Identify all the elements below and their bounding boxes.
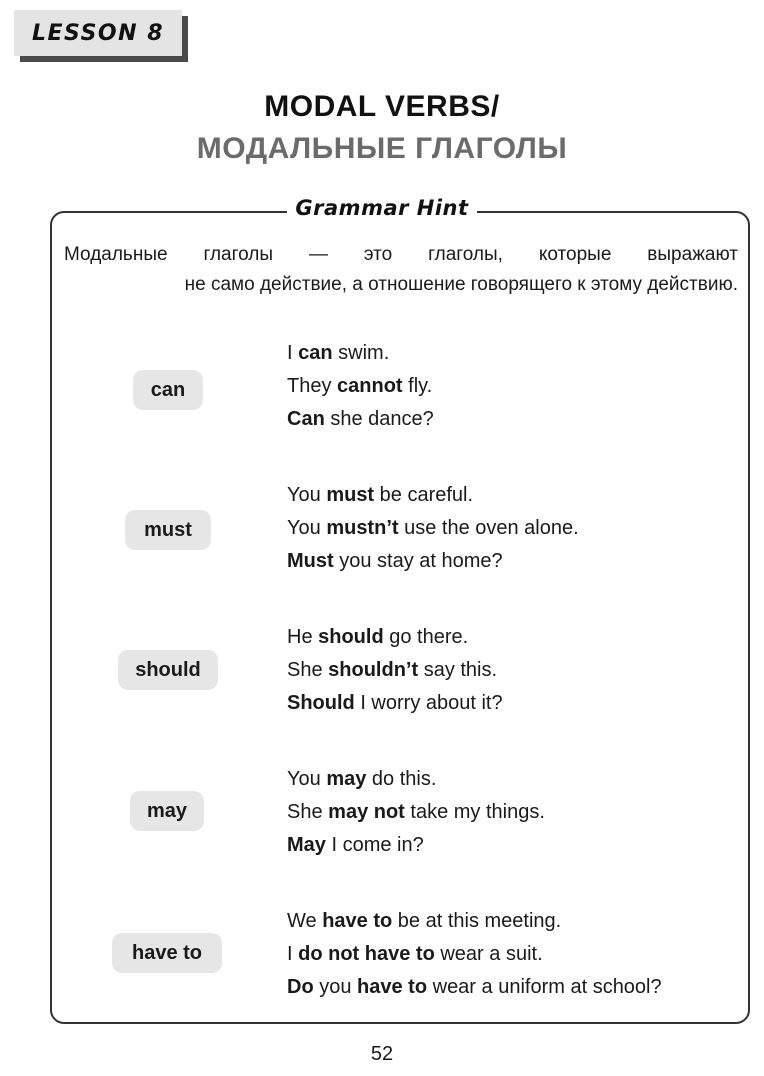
example-sentence xyxy=(287,829,747,862)
sentence-text: We xyxy=(287,910,323,932)
modal-keyword: may xyxy=(326,768,367,790)
hint-intro-line-2: не само действие, а отношение говорящего к этому действию. xyxy=(184,274,738,295)
example-sentence xyxy=(287,545,747,578)
examples-can xyxy=(287,337,747,436)
example-sentence xyxy=(287,370,747,403)
sentence-text: I xyxy=(287,342,299,364)
modal-keyword: have to xyxy=(322,910,393,932)
examples-should xyxy=(287,621,747,720)
sentence-text: she dance? xyxy=(324,408,434,430)
example-sentence xyxy=(287,971,747,1004)
sentence-text: take my things. xyxy=(404,801,545,823)
modal-verb-should: should xyxy=(118,650,218,690)
sentence-text: You xyxy=(287,484,327,506)
modal-keyword: Do xyxy=(287,976,314,998)
example-sentence xyxy=(287,905,747,938)
example-sentence xyxy=(287,479,747,512)
examples-must xyxy=(287,479,747,578)
example-sentence xyxy=(287,938,747,971)
modal-keyword: shouldn’t xyxy=(328,659,419,681)
sentence-text: I come in? xyxy=(325,834,424,856)
modal-keyword: have to xyxy=(357,976,428,998)
modal-keyword: should xyxy=(318,626,384,648)
example-sentence xyxy=(287,763,747,796)
modal-verb-have-to: have to xyxy=(112,933,222,973)
page-number: 52 xyxy=(370,1043,394,1065)
sentence-text: I xyxy=(287,943,299,965)
modal-keyword: do not have to xyxy=(298,943,435,965)
examples-may xyxy=(287,763,747,862)
modal-keyword: Should xyxy=(287,692,355,714)
sentence-text: go there. xyxy=(383,626,469,648)
modal-keyword: can xyxy=(298,342,333,364)
page-title-english: MODAL VERBS/ xyxy=(264,90,500,123)
example-sentence xyxy=(287,512,747,545)
sentence-text: You xyxy=(287,517,327,539)
example-sentence xyxy=(287,337,747,370)
sentence-text: He xyxy=(287,626,319,648)
sentence-text: you stay at home? xyxy=(333,550,503,572)
sentence-text: She xyxy=(287,659,329,681)
modal-row-should xyxy=(0,621,764,721)
example-sentence xyxy=(287,621,747,654)
modal-verb-must: must xyxy=(125,510,211,550)
sentence-text: be careful. xyxy=(374,484,474,506)
sentence-text: say this. xyxy=(418,659,498,681)
grammar-hint-box xyxy=(50,211,750,1024)
modal-row-must xyxy=(0,479,764,579)
sentence-text: You xyxy=(287,768,327,790)
modal-keyword: mustn’t xyxy=(326,517,399,539)
example-sentence xyxy=(287,403,747,436)
lesson-badge: LESSON 8 xyxy=(14,10,182,56)
sentence-text: do this. xyxy=(366,768,437,790)
modal-row-have-to xyxy=(0,905,764,1005)
modal-keyword: Must xyxy=(287,550,334,572)
sentence-text: wear a suit. xyxy=(434,943,543,965)
examples-have-to xyxy=(287,905,747,1004)
sentence-text: use the oven alone. xyxy=(398,517,579,539)
modal-row-can xyxy=(0,337,764,437)
example-sentence xyxy=(287,796,747,829)
modal-keyword: may not xyxy=(328,801,405,823)
modal-verb-can: can xyxy=(133,370,203,410)
hint-intro-line-1: Модальные глаголы — это глаголы, которые выражают xyxy=(64,244,738,265)
sentence-text: be at this meeting. xyxy=(392,910,562,932)
sentence-text: swim. xyxy=(332,342,390,364)
example-sentence xyxy=(287,687,747,720)
page-title-russian: МОДАЛЬНЫЕ ГЛАГОЛЫ xyxy=(196,132,568,165)
grammar-hint-label: Grammar Hint xyxy=(287,196,476,220)
modal-keyword: must xyxy=(326,484,375,506)
modal-verb-may: may xyxy=(130,791,204,831)
sentence-text: fly. xyxy=(402,375,433,397)
modal-keyword: Can xyxy=(287,408,325,430)
sentence-text: you xyxy=(313,976,358,998)
sentence-text: I worry about it? xyxy=(354,692,503,714)
sentence-text: wear a uniform at school? xyxy=(427,976,662,998)
modal-keyword: cannot xyxy=(337,375,403,397)
hint-intro xyxy=(64,240,738,300)
sentence-text: They xyxy=(287,375,338,397)
example-sentence xyxy=(287,654,747,687)
modal-row-may xyxy=(0,763,764,863)
modal-keyword: May xyxy=(287,834,326,856)
sentence-text: She xyxy=(287,801,329,823)
